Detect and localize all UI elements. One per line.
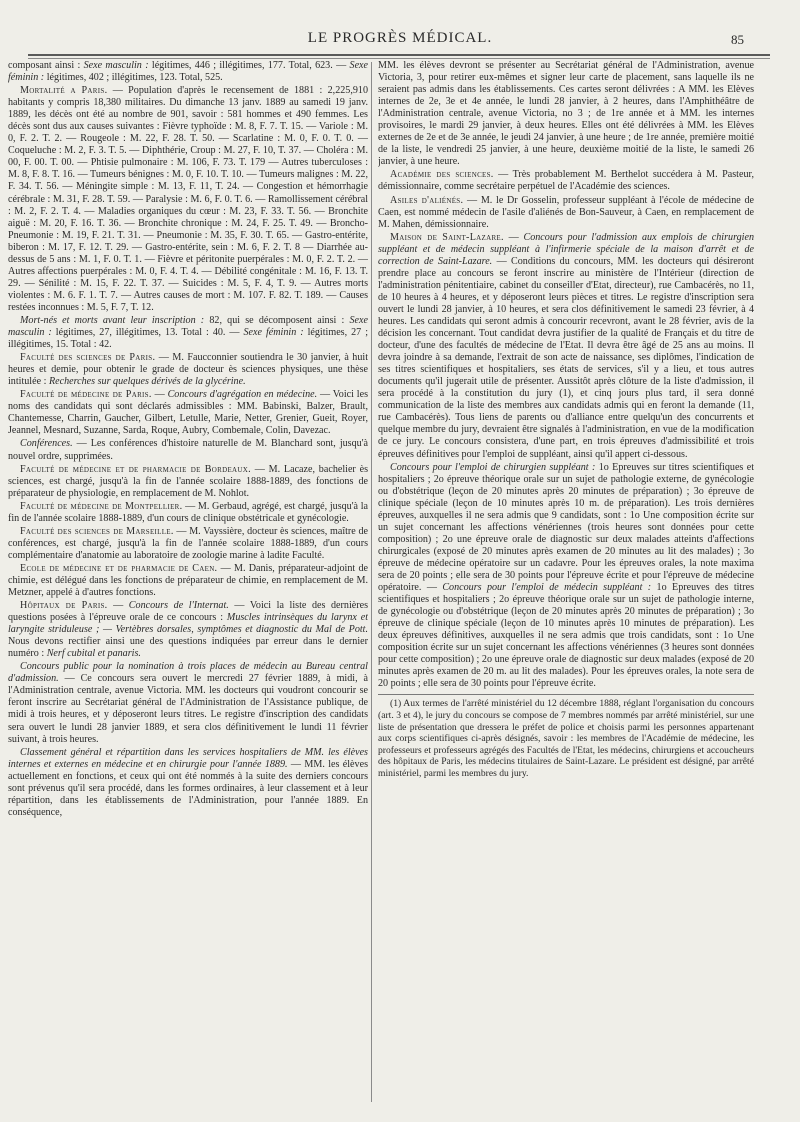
- paragraph: Asiles d'aliénés. — M. le Dr Gosselin, professeur suppléant à l'école de médecine de Caen, est nommé médecin de l'asile d'aliénés de Bon-Sauveur, à Caen, en remplacement de M. Mahen, démissionnaire.: [378, 194, 754, 230]
- paragraph: Conférences. — Les conférences d'histoire naturelle de M. Blanchard sont, jusqu'à nouvel ordre, supprimées.: [8, 438, 368, 462]
- paragraph: Académie des sciences. — Très probablement M. Berthelot succédera à M. Pasteur, démissionnaire, comme secrétaire perpétuel de l'Académie des sciences.: [378, 169, 754, 193]
- header-rule-thin: [28, 58, 770, 59]
- column-divider: [371, 62, 372, 1102]
- paragraph: MM. les élèves devront se présenter au Secrétariat général de l'Administration, avenue Victoria, 3, pour retirer eux-mêmes et signer leur carte de placement, sans laquelle ils ne seraient pas admis dans les établissements. Ces cartes seront délivrées : A MM. les Elèves internes de 2e, 3e et 4e année, le lundi 28 janvier, à 2 heures, dans l'Amphithéâtre de l'Administration centrale, avenue Victoria, no 3 ; de 1re année et à MM. les internes provisoires, le mardi 29 janvier, à deux heures. Elles ont été délivrées à MM. les Elèves externes de 2e et de 3e année, le jeudi 24 janvier, à une heure ; de 1re année, première moitié de la liste, le vendredi 25 janvier, à une heure, deuxième moitié de la liste, le samedi 26 janvier, à une heure.: [378, 60, 754, 168]
- paragraph: Mort-nés et morts avant leur inscription : 82, qui se décomposent ainsi : Sexe masculin : légitimes, 27, illégitimes, 13. Total : 40. — Sexe féminin : légitimes, 27 ; illégitimes, 15. Total : 42.: [8, 314, 368, 351]
- footnote: (1) Aux termes de l'arrêté ministériel du 12 décembre 1888, réglant l'organisation du concours (art. 3 et 4), le jury du concours se compose de 7 membres nommés par arrêté ministériel, sur une liste de présentation que dressera le préfet de police et choisis parmi les personnes appartenant aux corps scientifiques ci-après désignés, savoir : les membres de l'Académie de médecine, les professeurs et professeurs agrégés des Facultés de l'Etat, les médecins, chirurgiens et accoucheurs des hôpitaux de Paris, les médecins titulaires de Saint-Lazare. Le président est désigné, par arrêté ministériel, parmi les membres du jury.: [378, 698, 754, 779]
- paragraph: Faculté de médecine de Paris. — Concours d'agrégation en médecine. — Voici les noms des candidats qui sont déclarés admissibles : MM. Babinski, Balzer, Brault, Chantemesse, Charrin, Gaucher, Gilbert, Letulle, Marie, Netter, Grenier, Gueit, Royer, Jeannel, Mesnard, Suzanne, Sarda, Roque, Aubry, Combemale, Colin, Davezac.: [8, 389, 368, 437]
- left-column: [8, 60, 368, 1110]
- paragraph: Classement général et répartition dans les services hospitaliers de MM. les élèves internes et externes en médecine et en chirurgie pour l'année 1889. — MM. les élèves actuellement en fonctions, et ceux qui ont été nommés à la suite des derniers concours sont prévenus qu'il sera procédé, dans les formes ordinaires, à leur classement et à leur répartition, dans les établissements de l'Administration, pour l'année 1889. En conséquence,: [8, 746, 368, 818]
- paragraph: Faculté de médecine et de pharmacie de Bordeaux. — M. Lacaze, bachelier ès sciences, est chargé, jusqu'à la fin de l'année scolaire 1888-1889, des fonctions de préparateur de physiologie, en remplacement de M. Nohlot.: [8, 463, 368, 499]
- running-title: LE PROGRÈS MÉDICAL.: [307, 30, 493, 46]
- paragraph: Concours public pour la nomination à trois places de médecin au Bureau central d'admission. — Ce concours sera ouvert le mercredi 27 février 1889, à midi, à l'Administration centrale, avenue Victoria. MM. les docteurs qui voudront concourir se feront inscrire au Secrétariat général de l'Administration de l'Assistance publique, de midi à trois heures, et y déposeront leurs titres. Le registre d'inscription des candidats sera ouvert le lundi 28 janvier 1889, et sera clos définitivement le lundi 11 février suivant, à trois heures.: [8, 661, 368, 745]
- paragraph: Ecole de médecine et de pharmacie de Caen. — M. Danis, préparateur-adjoint de chimie, est délégué dans les fonctions de préparateur de chimie, en remplacement de M. Metzner, appelé à d'autres fonctions.: [8, 562, 368, 599]
- paragraph: Faculté de médecine de Montpellier. — M. Gerbaud, agrégé, est chargé, jusqu'à la fin de l'année scolaire 1888-1889, d'un cours de clinique obstétricale et gynécologie.: [8, 500, 368, 524]
- paragraph: composant ainsi : Sexe masculin : légitimes, 446 ; illégitimes, 177. Total, 623. — Sexe féminin : légitimes, 402 ; illégitimes, 123. Total, 525.: [8, 60, 368, 84]
- paragraph: Mortalité a Paris. — Population d'après le recensement de 1881 : 2,225,910 habitants y compris 18,380 militaires. Du dimanche 13 janv. 1889 au samedi 19 janv. 1889, les décès ont été au nombre de 901, savoir : 581 hommes et 490 femmes. Les décès sont dus aux causes suivantes : Fièvre typhoïde : M. 8, F. 7. T. 15. — Variole : M. 0, F. 2. T. 2. — Rougeole : M. 22, F. 28. T. 50. — Scarlatine : M. 0, F. 0. T. 0. — Coqueluche : M. 2, F. 3. T. 5. — Diphthérie, Croup : M. 27, F. 10, T. 37. — Choléra : M. 00, F. 00. T. 00. — Phtisie pulmonaire : M. 106, F. 73. T. 179 — Autres tuberculoses : M. 8, F. 8. T. 16. — Tumeurs bénignes : M. 0, F. 10. T. 10. — Tumeurs malignes : M. 22, F. 34. T. 56. — Méningite simple : M. 13, F. 11, T. 24. — Congestion et hémorrhagie cérébrale : M. 31, F. 28. T. 59. — Paralysie : M. 6, F. 0. T. 6. — Ramollissement cérébral : M. 2, F. 2. T. 4. — Maladies organiques du cœur : M. 23, F. 33. T. 56. — Bronchite aiguë : M. 20, F. 16. T. 36. — Bronchite chronique : M. 24, F. 25. T. 49. — Broncho-Pneumonie : M. 19, F. 21. T. 31. — Pneumonie : M. 35, F. 30. T. 65. — Gastro-entérite, biberon : M. 17, F. 12. T. 29. — Gastro-entérite, sein : M. 6, F. 2. T. 8 — Diarrhée au-dessus de 5 ans : M. 1, F. 0. T. 1. — Fièvre et péritonite puerpérales : M. 0, F. 2. T. 2. — Autres affections puerpérales : M. 0, F. 4. T. 4. — Débilité congénitale : M. 16, F. 13. T. 29. — Sénilité : M. 15, F. 22. T. 37. — Suicides : M. 5, F. 4, T. 9. — Autres morts violentes : M. 6. F. 1. T. 7. — Autres causes de mort : M. 107. F. 82. T. 189. — Causes restées inconnues : M. 5, F. 7, T. 12.: [8, 85, 368, 313]
- paragraph: Maison de Saint-Lazare. — Concours pour l'admission aux emplois de chirurgien suppléant et de médecin suppléant à l'infirmerie spéciale de la maison d'arrêt et de correction de Saint-Lazare. — Conditions du concours, MM. les docteurs qui désireront prendre place au concours se feront inscrire au ministère de l'Intérieur (direction de l'administration pénitentiaire, cabinet du conseiller d'Etat, directeur), rue Cambacérès, no 11, de 10 heures à 4 heures, et y déposeront leurs pièces et titres. Le registre d'inscription sera ouvert le lundi 28 janvier, à 10 heures, et sera clos définitivement le samedi 23 février, à 4 heures. Les candidats qui seront admis à concourir recevront, avant le 28 février, avis de la décision les concernant. Tout candidat devra justifier de la qualité de Français et du titre de docteur, d'une des facultés de médecine de l'Etat. Il devra être âgé de 25 ans au moins. Il devra joindre à sa demande, l'extrait de son acte de naissance, ses diplômes, l'indication de ses titres scientifiques et hospitaliers, ses états de services, s'il y a lieu, et tous autres documents qu'il jugerait utile de présenter. Aussitôt après clôture de la liste d'admission, il sera procédé à la constitution du jury (1), et cinq jours plus tard, il sera donné communication de la liste des membres aux candidats admis qui en feront la demande (11, rue Cambacérès). Tous liens de parents ou d'alliance entre quelqu'un des concurrents et quelque membre du jury, devraient être signalés à l'administration, en vue de la modification de ce jury. Le concours consistera, d'une part, en trois épreuves d'admissibilité et trois épreuves définitives pour l'emploi de suppléant, ainsi qu'il appert ci-dessous.: [378, 231, 754, 460]
- paragraph: Concours pour l'emploi de chirurgien suppléant : 1o Epreuves sur titres scientifiques et hospitaliers ; 2o épreuve théorique orale sur un sujet de pathologie externe, de gynécologie ou d'obstétrique (leçon de 20 minutes après 20 minutes de préparation) ; 3o épreuve de clinique spéciale (leçon de 10 minutes après 10 m. de préparation). Les trois dernières épreuves, auxquelles il ne sera admis que 9 candidats, sont : 1o Une composition écrite sur un sujet concernant les affections vénériennes (trois heures sont données pour cette composition) ; 2o une épreuve orale de diagnostic sur deux malades atteints d'affections chirurgicales (exposé de 20 minutes après examen de 20 minutes au lit des malades) ; 3o épreuve de médecine opératoire sur un cadavre. Pour les épreuves orales, la note maxima sera de 20 points ; elle sera de 30 points pour l'épreuve écrite et pour l'épreuve de médecine opératoire. — Concours pour l'emploi de médecin suppléant : 1o Epreuves des titres scientifiques et hospitaliers ; 2o épreuve théorique orale sur un sujet de pathologie interne, de gynécologie ou d'obstétrique (leçon de 20 minutes après 20 minutes de préparation) ; 3o épreuve de clinique spéciale (leçon de 10 minutes après 10 minutes de préparation). Les deux épreuves définitives, auxquelles il ne sera admis que trois candidats, sont : 1o Une composition écrite sur un sujet concernant les affections vénériennes (3 heures sont données pour cette composition) ; 2o une épreuve orale de diagnostic sur deux malades (exposé de 20 minutes après examen de 20 m. au lit des malades). Pour les épreuves orales, la note sera de 20 points ; elle sera de 30 points pour l'épreuve écrite.: [378, 461, 754, 690]
- paragraph: Faculté des sciences de Marseille. — M. Vayssière, docteur ès sciences, maître de conférences, est chargé, jusqu'à la fin de l'année scolaire 1888-1889, d'un cours complémentaire d'anatomie au laboratoire de zoologie marine à ladite Faculté.: [8, 525, 368, 561]
- paragraph: Faculté des sciences de Paris. — M. Faucconnier soutiendra le 30 janvier, à huit heures et demie, pour obtenir le grade de docteur ès sciences physiques, une thèse intitulée : Recherches sur quelques dérivés de la glycérine.: [8, 352, 368, 388]
- paragraph: Hôpitaux de Paris. — Concours de l'Internat. — Voici la liste des dernières questions posées à l'épreuve orale de ce concours : Muscles intrinsèques du larynx et laryngite striduleuse ; — Vertèbres dorsales, symptômes et diagnostic du Mal de Pott. Nous devons rectifier ainsi une des questions indiquées par erreur dans le dernier numéro : Nerf cubital et panaris.: [8, 600, 368, 660]
- header-rule: [28, 54, 770, 56]
- footnote-rule: [378, 694, 754, 695]
- right-column: [378, 60, 754, 1110]
- page-number: 85: [731, 32, 744, 47]
